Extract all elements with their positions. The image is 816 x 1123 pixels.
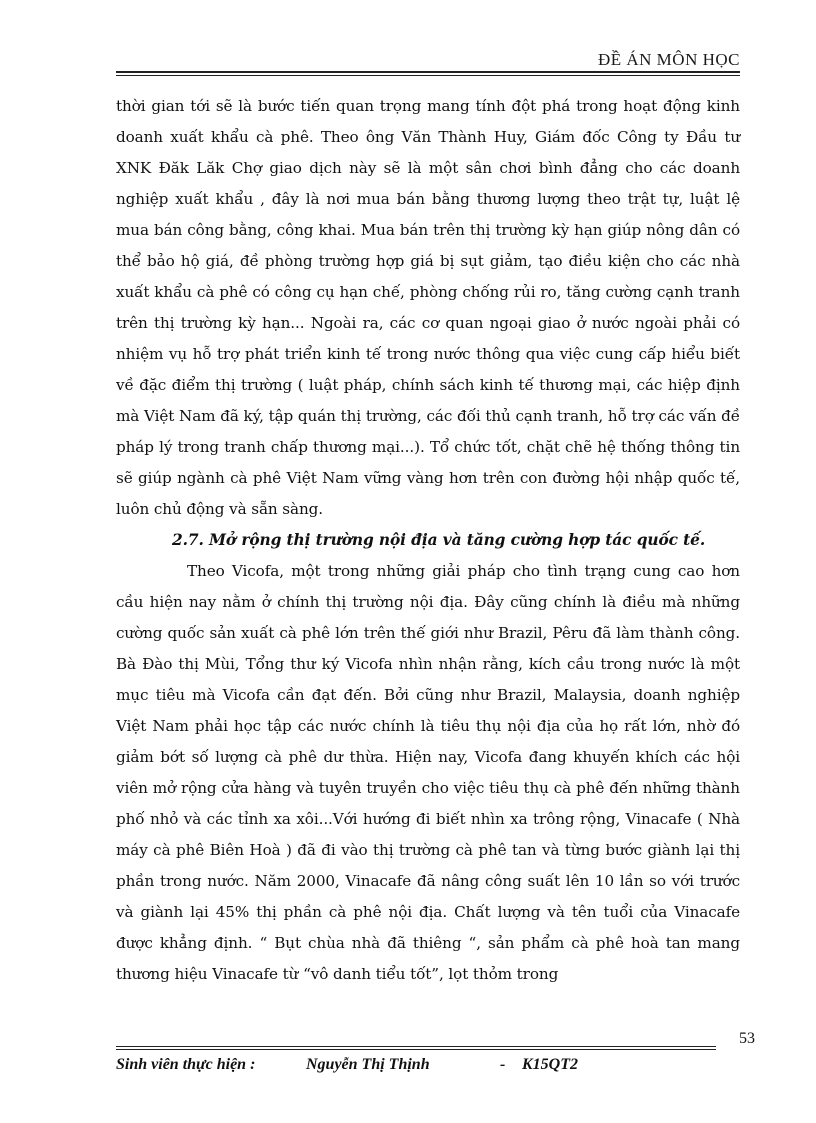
document-body [116,91,740,990]
footer-separator: - [500,1056,506,1073]
footer-rule [116,1046,716,1050]
page-number: 53 [739,1030,755,1047]
document-header-title: ĐỀ ÁN MÔN HỌC [597,50,740,69]
paragraph-1: thời gian tới sẽ là bước tiến quan trọng mang tính đột phá trong hoạt động kinh doanh xuất khẩu cà phê. Theo ông Văn Thành Huy, Giám đốc Công ty Đầu tư XNK Đăk Lăk Chợ giao dịch này sẽ là một sân chơi bình đẳng cho các doanh nghiệp xuất khẩu , đây là nơi mua bán bằng thương lượng theo trật tự, luật lệ mua bán công bằng, công khai. Mua bán trên thị trường kỳ hạn giúp nông dân có thể bảo hộ giá, đề phòng trường hợp giá bị sụt giảm, tạo điều kiện cho các nhà xuất khẩu cà phê có công cụ hạn chế, phòng chống rủi ro, tăng cường cạnh tranh trên thị trường kỳ hạn... Ngoài ra, các cơ quan ngoại giao ở nước ngoài phải có nhiệm vụ hỗ trợ phát triển kinh tế trong nước thông qua việc cung cấp hiểu biết về đặc điểm thị trường ( luật pháp, chính sách kinh tế thương mại, các hiệp định mà Việt Nam đã ký, tập quán thị trường, các đối thủ cạnh tranh, hỗ trợ các vấn đề pháp lý trong tranh chấp thương mại...). Tổ chức tốt, chặt chẽ hệ thống thông tin sẽ giúp ngành cà phê Việt Nam vững vàng hơn trên con đường hội nhập quốc tế, luôn chủ động và sẵn sàng. [116,97,740,518]
header-rule [116,71,740,76]
footer-class-code: K15QT2 [522,1056,578,1073]
footer-author-name: Nguyễn Thị Thịnh [306,1056,430,1073]
footer-author-label: Sinh viên thực hiện : [116,1056,256,1073]
paragraph-2: Theo Vicofa, một trong những giải pháp cho tình trạng cung cao hơn cầu hiện nay nằm ở chính thị trường nội địa. Đây cũng chính là điều mà những cường quốc sản xuất cà phê lớn trên thế giới như Brazil, Pêru đã làm thành công. Bà Đào thị Mùi, Tổng thư ký Vicofa nhìn nhận rằng, kích cầu trong nước là một mục tiêu mà Vicofa cần đạt đến. Bởi cũng như Brazil, Malaysia, doanh nghiệp Việt Nam phải học tập các nước chính là tiêu thụ nội địa của họ rất lớn, nhờ đó giảm bớt số lượng cà phê dư thừa. Hiện nay, Vicofa đang khuyến khích các hội viên mở rộng cửa hàng và tuyên truyền cho việc tiêu thụ cà phê đến những thành phố nhỏ và các tỉnh xa xôi...Với hướng đi biết nhìn xa trông rộng, Vinacafe ( Nhà máy cà phê Biên Hoà ) đã đi vào thị trường cà phê tan và từng bước giành lại thị phần trong nước. Năm 2000, Vinacafe đã nâng công suất lên 10 lần so với trước và giành lại 45% thị phần cà phê nội địa. Chất lượng và tên tuổi của Vinacafe được khẳng định. “ Bụt chùa nhà đã thiêng “, sản phẩm cà phê hoà tan mang thương hiệu Vinacafe từ “vô danh tiểu tốt”, lọt thỏm trong [116,562,740,983]
section-heading: 2.7. Mở rộng thị trường nội địa và tăng cường hợp tác quốc tế. [172,531,706,549]
